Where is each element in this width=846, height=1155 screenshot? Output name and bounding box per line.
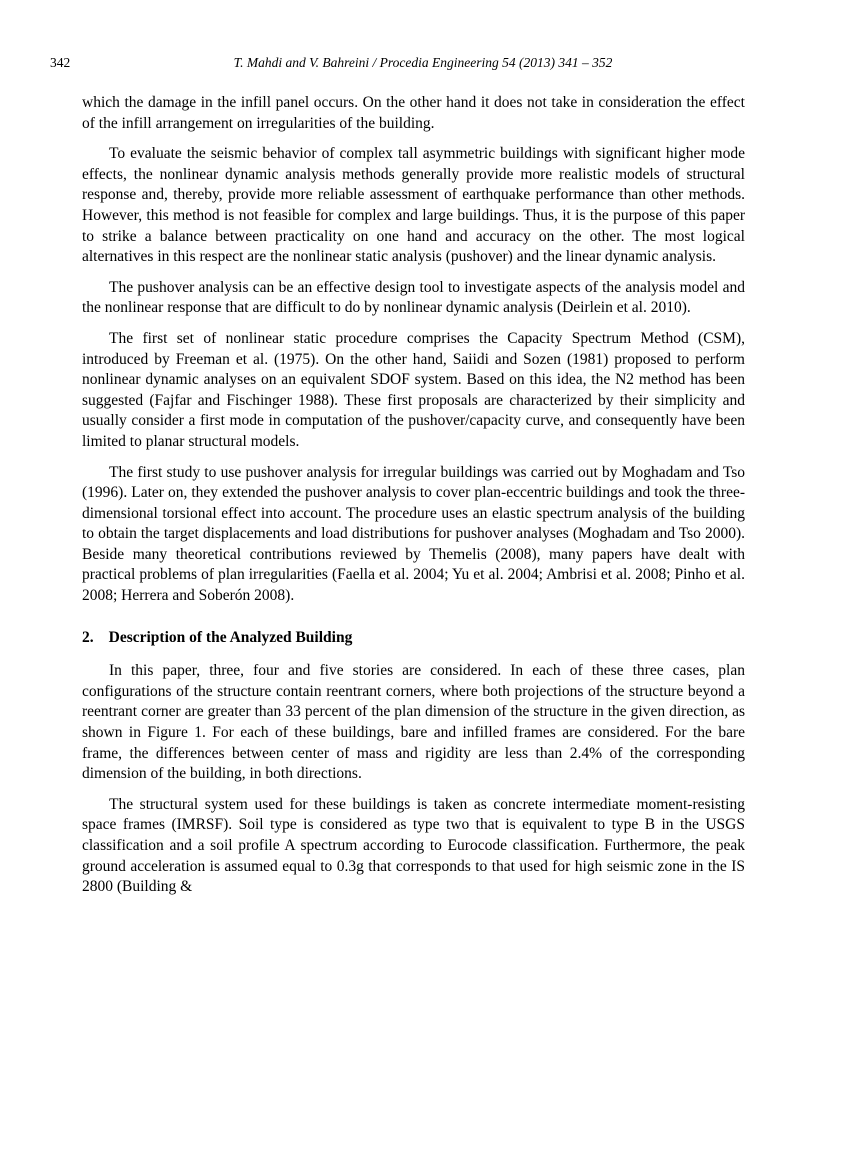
paragraph: The first study to use pushover analysis for irregular buildings was carried out by Moghadam and Tso (1996). Later on, they extended the pushover analysis to cover plan-eccentric buildings and took the three-dimensional torsional effect into account. The procedure uses an elastic spectrum analysis of the building to obtain the target displacements and load distributions for pushover analyses (Moghadam and Tso 2000). Beside many theoretical contributions reviewed by Themelis (2008), many papers have dealt with practical problems of plan irregularities (Faella et al. 2004; Yu et al. 2004; Ambrisi et al. 2008; Pinho et al. 2008; Herrera and Soberón 2008). — [82, 463, 745, 605]
page-number: 342 — [50, 55, 71, 70]
paragraph: which the damage in the infill panel occurs. On the other hand it does not take in consideration the effect of the infill arrangement on irregularities of the building. — [82, 94, 745, 132]
paragraph: The first set of nonlinear static procedure comprises the Capacity Spectrum Method (CSM), introduced by Freeman et al. (1975). On the other hand, Saiidi and Sozen (1981) proposed to perform nonlinear dynamic analyses on an equivalent SDOF system. Based on this idea, the N2 method has been suggested (Fajfar and Fischinger 1988). These first proposals are characterized by their simplicity and usually consider a first mode in computation of the pushover/capacity curve, and consequently have been limited to planar structural models. — [82, 329, 745, 450]
section-title: Description of the Analyzed Building — [108, 628, 353, 646]
paragraph: To evaluate the seismic behavior of complex tall asymmetric buildings with significant higher mode effects, the nonlinear dynamic analysis methods generally provide more realistic models of structural response and, thereby, provide more reliable assessment of earthquake performance than other methods. However, this method is not feasible for complex and large buildings. Thus, it is the purpose of this paper to strike a balance between practicality on one hand and accuracy on the other. The most logical alternatives in this respect are the nonlinear static analysis (pushover) and the linear dynamic analysis. — [82, 145, 745, 266]
running-head: T. Mahdi and V. Bahreini / Procedia Engineering 54 (2013) 341 – 352 — [233, 55, 613, 70]
section-heading — [82, 628, 745, 649]
paragraph: The pushover analysis can be an effective design tool to investigate aspects of the analysis model and the nonlinear response that are difficult to do by nonlinear dynamic analysis (Deirlein et al. 2010). — [82, 278, 745, 317]
paragraph: The structural system used for these buildings is taken as concrete intermediate moment-resisting space frames (IMRSF). Soil type is considered as type two that is equivalent to type B in the USGS classification and a soil profile A spectrum according to Eurocode classification. Furthermore, the peak ground acceleration is assumed equal to 0.3g that corresponds to that used for high seismic zone in the IS 2800 (Building & — [82, 795, 745, 896]
article-body — [82, 93, 745, 908]
page-header — [50, 55, 796, 73]
paragraph: In this paper, three, four and five stories are considered. In each of these three cases, plan configurations of the structure contain reentrant corners, where both projections of the structure beyond a reentrant corner are greater than 33 percent of the plan dimension of the structure in the given direction, as shown in Figure 1. For each of these buildings, bare and infilled frames are considered. For the bare frame, the differences between center of mass and rigidity are less than 2.4% of the corresponding dimension of the building, in both directions. — [82, 662, 745, 783]
section-number: 2. — [82, 628, 94, 646]
